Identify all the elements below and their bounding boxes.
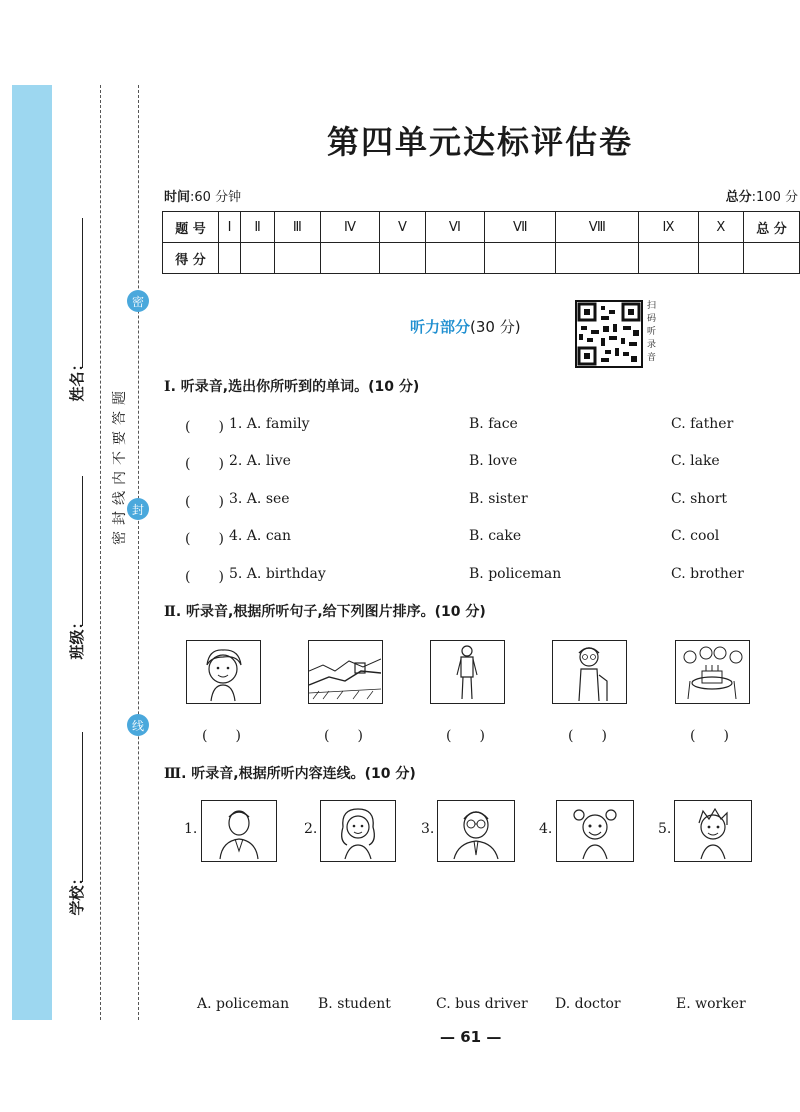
- match-number: 2.: [304, 821, 318, 837]
- order-answer-blank[interactable]: ( ): [324, 728, 363, 744]
- order-answer-blank[interactable]: ( ): [202, 728, 241, 744]
- man-with-glasses-image[interactable]: [437, 800, 515, 862]
- time-limit: 时间:60 分钟: [164, 190, 242, 205]
- standing-man-image: [430, 640, 505, 704]
- binding-strip: [12, 85, 52, 1020]
- total-score: 总分:100 分: [725, 190, 798, 205]
- section-2-heading: Ⅱ. 听录音,根据所听句子,给下列图片排序。(10 分): [164, 604, 486, 620]
- qr-caption: 扫 码 听 录 音: [647, 301, 657, 363]
- seal-mark: 封: [127, 498, 149, 520]
- name-field[interactable]: 姓名：: [66, 218, 88, 390]
- page-number: — 61 —: [440, 1028, 502, 1046]
- boy-image[interactable]: [674, 800, 752, 862]
- school-field[interactable]: 学校：: [66, 732, 88, 904]
- seal-mark: 密: [127, 290, 149, 312]
- match-number: 5.: [658, 821, 672, 837]
- page-title: 第四单元达标评估卷: [326, 123, 633, 161]
- match-option[interactable]: D. doctor: [555, 996, 621, 1012]
- section-1-heading: Ⅰ. 听录音,选出你所听到的单词。(10 分): [164, 379, 420, 395]
- curly-woman-image[interactable]: [320, 800, 396, 862]
- match-option[interactable]: A. policeman: [197, 996, 290, 1012]
- grandmother-image: [552, 640, 627, 704]
- match-number: 3.: [421, 821, 435, 837]
- match-option[interactable]: C. bus driver: [436, 996, 528, 1012]
- match-option[interactable]: B. student: [318, 996, 391, 1012]
- listening-heading: 听力部分(30 分): [410, 318, 521, 336]
- score-table-score-row: 得 分: [163, 243, 800, 274]
- qr-code-icon[interactable]: [575, 300, 643, 368]
- dashed-line-inner: [138, 85, 139, 1020]
- match-option[interactable]: E. worker: [676, 996, 746, 1012]
- score-table: [162, 211, 800, 274]
- woman-portrait-image: [186, 640, 261, 704]
- class-field[interactable]: 班级：: [66, 476, 88, 648]
- binding-warning: 密 封 线 内 不 要 答 题: [112, 391, 128, 545]
- section-3-heading: Ⅲ. 听录音,根据所听内容连线。(10 分): [164, 766, 416, 782]
- seal-mark: 线: [127, 714, 149, 736]
- match-number: 1.: [184, 821, 198, 837]
- order-answer-blank[interactable]: ( ): [568, 728, 607, 744]
- order-answer-blank[interactable]: ( ): [446, 728, 485, 744]
- match-number: 4.: [539, 821, 553, 837]
- man-in-suit-image[interactable]: [201, 800, 277, 862]
- birthday-party-image: [675, 640, 750, 704]
- order-answer-blank[interactable]: ( ): [690, 728, 729, 744]
- score-table-header-row: 题 号 Ⅰ Ⅱ Ⅲ Ⅳ Ⅴ Ⅵ Ⅶ Ⅷ Ⅸ Ⅹ 总 分: [163, 212, 800, 243]
- great-wall-image: [308, 640, 383, 704]
- girl-image[interactable]: [556, 800, 634, 862]
- dashed-line-outer: [100, 85, 101, 1020]
